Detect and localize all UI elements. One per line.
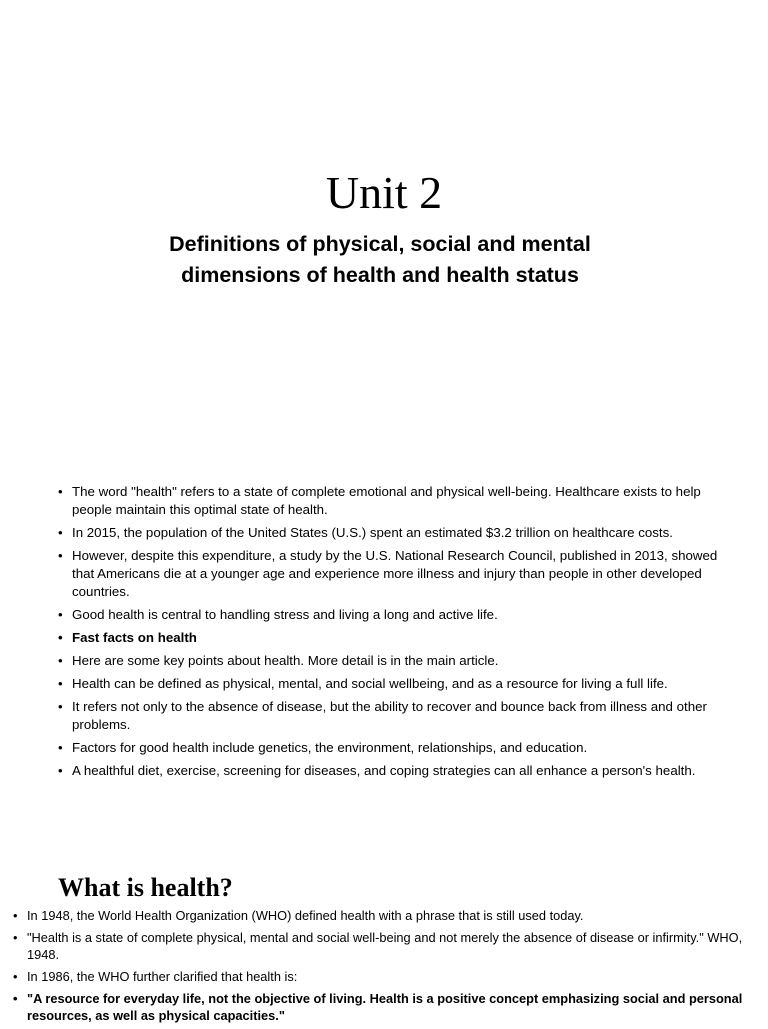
list-item: • Factors for good health include genetics, the environment, relationships, and education. [72,739,722,757]
slide-subtitle: Definitions of physical, social and mental dimensions of health and health status [169,232,591,287]
list-item-quote: • "A resource for everyday life, not the objective of living. Health is a positive concept emphasizing social and personal resources, as well as physical capacities." [27,990,747,1024]
slide-title: Unit 2 [325,167,443,218]
list-item-heading: • Fast facts on health [72,629,722,647]
list-item: • In 1948, the World Health Organization (WHO) defined health with a phrase that is still used today. [27,907,747,924]
list-item: • In 1986, the WHO further clarified that health is: [27,968,747,985]
section-title: What is health? [58,873,233,902]
list-item: • "Health is a state of complete physical, mental and social well-being and not merely the absence of disease or infirmity." WHO, 1948. [27,929,747,963]
definition-list [27,907,747,1029]
list-item: • Health can be defined as physical, mental, and social wellbeing, and as a resource for living a full life. [72,675,722,693]
list-item: • Good health is central to handling stress and living a long and active life. [72,606,722,624]
list-item: • Here are some key points about health. More detail is in the main article. [72,652,722,670]
list-item: • However, despite this expenditure, a study by the U.S. National Research Council, published in 2013, showed that Americans die at a younger age and experience more illness and injury than people in other developed countries. [72,547,722,601]
list-item: • It refers not only to the absence of disease, but the ability to recover and bounce back from illness and other problems. [72,698,722,734]
health-facts-list [72,483,722,785]
list-item: • The word "health" refers to a state of complete emotional and physical well-being. Healthcare exists to help people maintain this optimal state of health. [72,483,722,519]
list-item: • In 2015, the population of the United States (U.S.) spent an estimated $3.2 trillion on healthcare costs. [72,524,722,542]
list-item: • A healthful diet, exercise, screening for diseases, and coping strategies can all enhance a person's health. [72,762,722,780]
